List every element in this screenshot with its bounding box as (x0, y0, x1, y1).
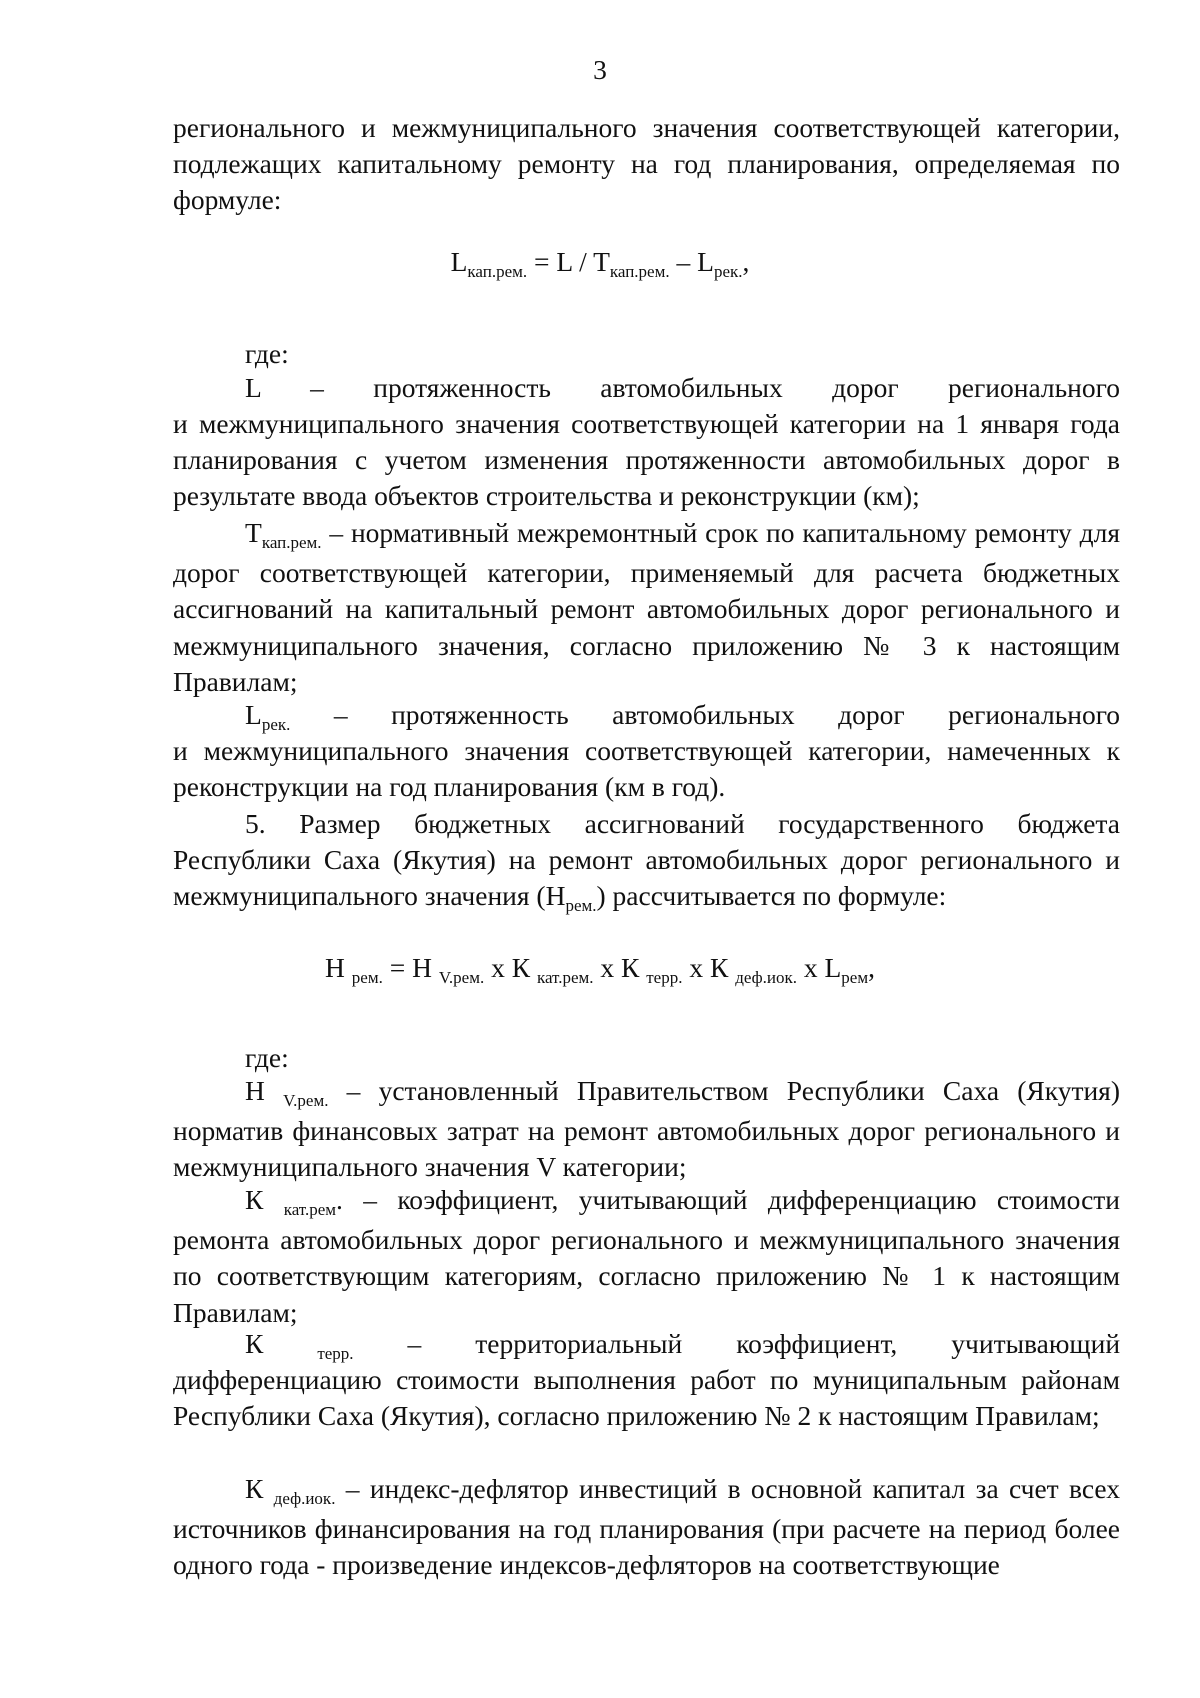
definition-K-terr-line1: К $_{терр.}$ – территориальный коэффициент, учитывающий (245, 1328, 1121, 1363)
definition-L-text: и межмуниципального значения соответствующей категории на 1 января года планирования с учетом изменения протяженности автомобильных дорог в результате ввода объектов строительства и реконструкции (км); (173, 408, 1120, 512)
definition-T: $T_{кап.рем.}$ – нормативный межремонтный срок по капитальному ремонту для дорог соответствующей категории, применяемый для расчета бюджетных ассигнований на капитальный ремонт автомобильных дорог регионального и межмуниципального значения, согласно приложению № 3 к настоящим Правилам; (173, 517, 1120, 697)
where-label: где: (245, 338, 289, 369)
page-number: 3 (593, 54, 607, 85)
where-label-2: где: (245, 1042, 289, 1073)
formula-repair-budget: Н $_{рем.}$ = Н $_{V.рем.}$ х К $_{кат.рем.}$ х К $_{терр.}$ х К $_{деф.иок.}$ х $L_{рем}$, (325, 952, 875, 987)
definition-K-terr-text: дифференциацию стоимости выполнения работ по муниципальным районам Республики Саха (Якутия), согласно приложению № 2 к настоящим Правилам; (173, 1364, 1120, 1432)
definition-L-line1: L – протяженность автомобильных дорог регионального (245, 372, 1120, 403)
intro-paragraph: регионального и межмуниципального значения соответствующей категории, подлежащих капитальному ремонту на год планирования, определяемая по формуле: (173, 112, 1120, 216)
definition-K-kat: К $_{кат.рем}$. – коэффициент, учитывающий дифференциацию стоимости ремонта автомобильных дорог регионального и межмуниципального значения по соответствующим категориям, согласно приложению № 1 к настоящим Правилам; (173, 1184, 1121, 1328)
definition-Lrek-line1: $L_{рек.}$ – протяженность автомобильных дорог регионального (245, 699, 1121, 734)
paragraph-item-5: 5. Размер бюджетных ассигнований государственного бюджета Республики Саха (Якутия) на ремонт автомобильных дорог регионального и межмуниципального значения $(Н_{рем.})$ рассчитывается по формуле: (173, 808, 1120, 916)
formula-capital-repair-length: $L_{кап.рем.} = L / T_{кап.рем.} - L_{рек.}$, (450, 246, 750, 281)
definition-K-def: К $_{деф.иок.}$ – индекс-дефлятор инвестиций в основной капитал за счет всех источников финансирования на год планирования (при расчете на период более одного года - произведение индексов-дефляторов на соответствующие (173, 1473, 1120, 1581)
definition-H: Н $_{V.рем.}$ – установленный Правительством Республики Саха (Якутия) норматив финансовых затрат на ремонт автомобильных дорог регионального и межмуниципального значения V категории; (173, 1075, 1120, 1183)
definition-Lrek-text: и межмуниципального значения соответствующей категории, намеченных к реконструкции на год планирования (км в год). (173, 735, 1120, 803)
